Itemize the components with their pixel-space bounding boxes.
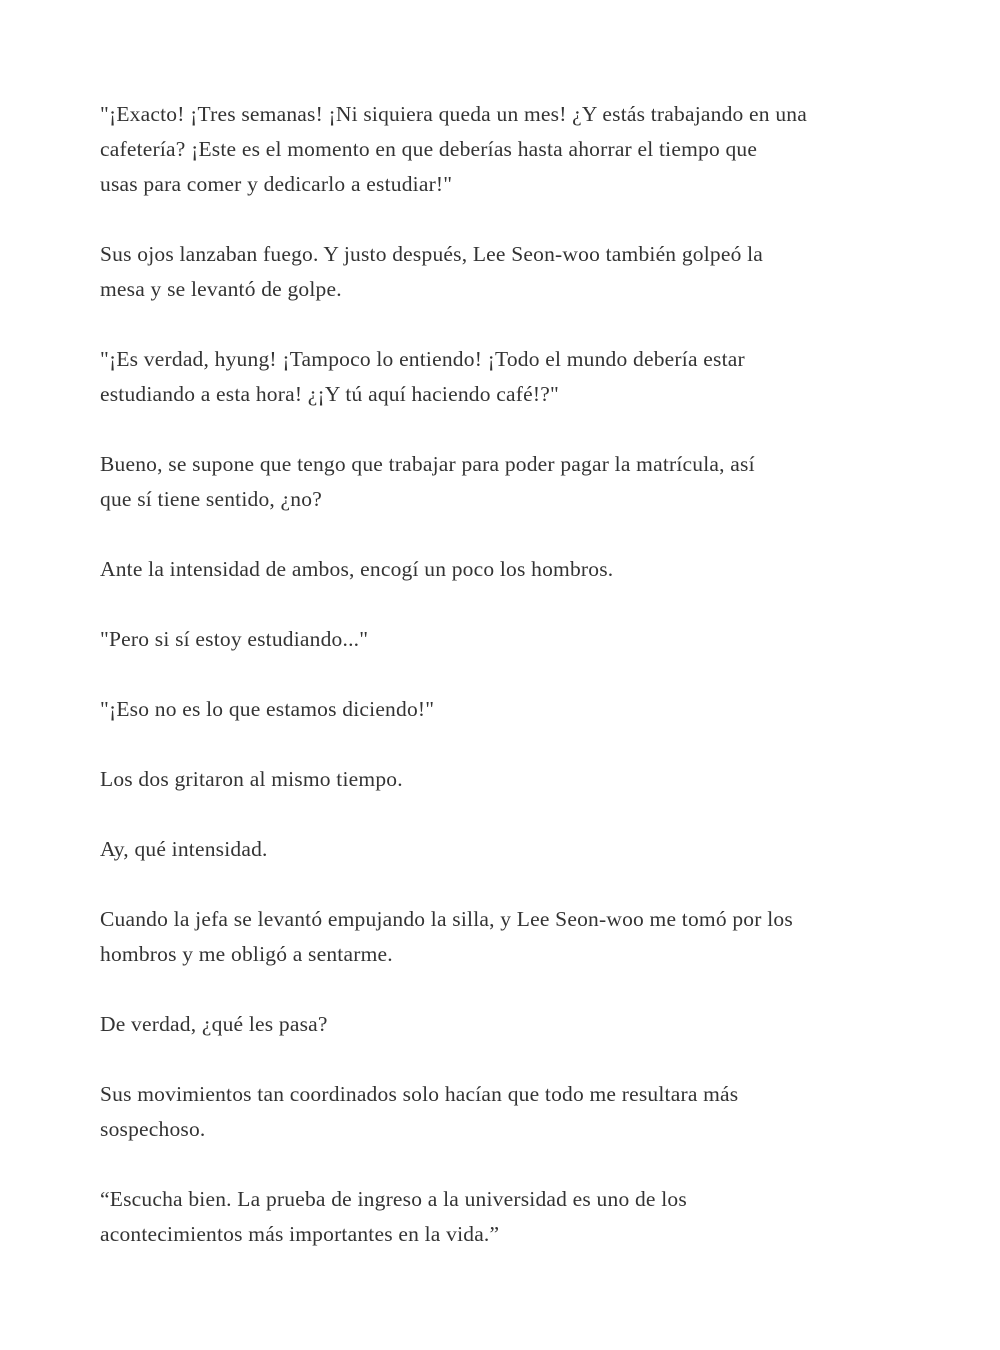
text-line: "Pero si sí estoy estudiando..." <box>100 627 369 651</box>
paragraph <box>100 97 920 202</box>
text-line: "¡Exacto! ¡Tres semanas! ¡Ni siquiera queda un mes! ¿Y estás trabajando en una <box>100 102 807 126</box>
text-line: Bueno, se supone que tengo que trabajar para poder pagar la matrícula, así <box>100 452 755 476</box>
document-body <box>100 97 920 1287</box>
paragraph <box>100 692 920 727</box>
paragraph <box>100 1007 920 1042</box>
paragraph <box>100 762 920 797</box>
text-line: "¡Eso no es lo que estamos diciendo!" <box>100 697 435 721</box>
text-line: sospechoso. <box>100 1117 206 1141</box>
text-line: cafetería? ¡Este es el momento en que deberías hasta ahorrar el tiempo que <box>100 137 758 161</box>
text-line: Ay, qué intensidad. <box>100 837 268 861</box>
text-line: mesa y se levantó de golpe. <box>100 277 342 301</box>
text-line: Sus movimientos tan coordinados solo hacían que todo me resultara más <box>100 1082 739 1106</box>
paragraph <box>100 832 920 867</box>
text-line: que sí tiene sentido, ¿no? <box>100 487 322 511</box>
text-line: Cuando la jefa se levantó empujando la silla, y Lee Seon-woo me tomó por los <box>100 907 793 931</box>
text-line: Los dos gritaron al mismo tiempo. <box>100 767 403 791</box>
text-line: usas para comer y dedicarlo a estudiar!" <box>100 172 453 196</box>
text-line: Sus ojos lanzaban fuego. Y justo después, Lee Seon-woo también golpeó la <box>100 242 764 266</box>
paragraph <box>100 1182 920 1252</box>
paragraph <box>100 902 920 972</box>
text-line: hombros y me obligó a sentarme. <box>100 942 393 966</box>
text-line: "¡Es verdad, hyung! ¡Tampoco lo entiendo! ¡Todo el mundo debería estar <box>100 347 745 371</box>
text-line: De verdad, ¿qué les pasa? <box>100 1012 328 1036</box>
text-line: “Escucha bien. La prueba de ingreso a la universidad es uno de los <box>100 1187 687 1211</box>
text-line: acontecimientos más importantes en la vida.” <box>100 1222 500 1246</box>
paragraph <box>100 622 920 657</box>
paragraph <box>100 552 920 587</box>
paragraph <box>100 1077 920 1147</box>
paragraph <box>100 342 920 412</box>
paragraph <box>100 447 920 517</box>
text-line: Ante la intensidad de ambos, encogí un poco los hombros. <box>100 557 614 581</box>
paragraph <box>100 237 920 307</box>
text-line: estudiando a esta hora! ¿¡Y tú aquí haciendo café!?" <box>100 382 559 406</box>
